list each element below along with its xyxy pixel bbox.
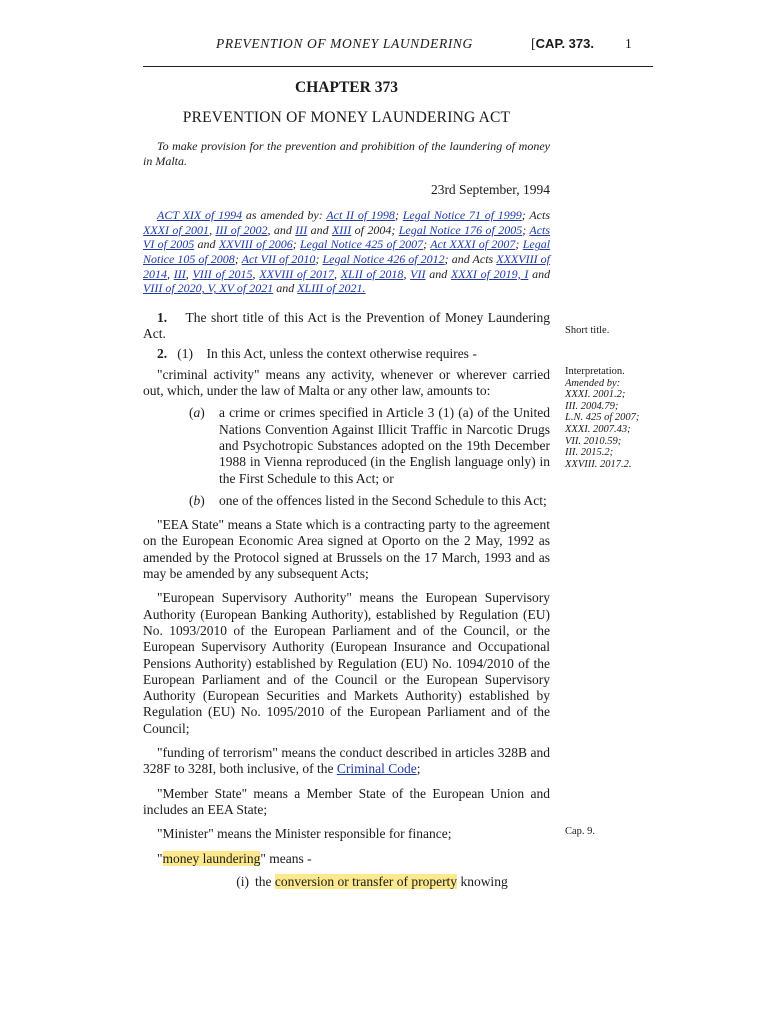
- margin-note-interpretation: Interpretation. Amended by: XXXI. 2001.2; III. 2004.79; L.N. 425 of 2007; XXXI. 2007.43; VII. 2010.59; III. 2015.2; XXVIII. 2017.2.: [565, 366, 655, 470]
- amendment-text: and: [273, 281, 298, 296]
- definition-eea-state: "EEA State" means a State which is a contracting party to the agreement on the European Economic Area signed at Oporto on the 2 May, 1992 as amended by the Protocol signed at Brussels on the 17 March, 1993 and as may be amended by any subsequent Acts;: [143, 517, 550, 582]
- list-item: [143, 405, 550, 486]
- amendment-text: and: [425, 266, 451, 281]
- amendment-link[interactable]: Legal Notice 425 of 2007: [300, 237, 424, 252]
- criminal-code-link[interactable]: Criminal Code: [336, 761, 417, 777]
- commencement-date: 23rd September, 1994: [430, 182, 550, 197]
- act-title: PREVENTION OF MONEY LAUNDERING ACT: [182, 109, 511, 126]
- amendment-text: of 2004;: [351, 222, 399, 237]
- chapter-heading: CHAPTER 373: [295, 79, 398, 96]
- running-header: [0, 36, 768, 56]
- long-title: To make provision for the prevention and prohibition of the laundering of money in Malta.: [143, 139, 550, 168]
- page-number: 1: [625, 36, 632, 51]
- amendment-link[interactable]: III of 2002: [215, 222, 268, 237]
- amendment-link[interactable]: III: [295, 222, 308, 237]
- amendment-text: ; and Acts: [444, 252, 497, 267]
- section-1: [143, 310, 550, 343]
- money-laundering-item-i: (i) the conversion or transfer of property knowing: [143, 874, 550, 890]
- item-text-a: a crime or crimes specified in Article 3 (1) (a) of the United Nations Convention Against Illicit Traffic in Narcotic Drugs and Psychotropic Substances adopted on the 19th December 1988 in Vienna reproduced (in the English language only) in the First Schedule to this Act; or: [219, 405, 550, 486]
- amendment-link[interactable]: Act II of 1998: [326, 208, 395, 223]
- amendment-link[interactable]: XXXI of 2001: [143, 222, 210, 237]
- amendment-text: as amended by:: [242, 208, 327, 223]
- amendment-link[interactable]: Legal Notice 71 of 1999: [402, 208, 522, 223]
- margin-note-short-title: Short title.: [565, 325, 610, 336]
- highlight-conversion-transfer: conversion or transfer of property: [274, 873, 458, 889]
- amendment-text: ;: [423, 237, 431, 252]
- amendment-text: ,: [252, 266, 260, 281]
- amendment-history: [143, 208, 550, 296]
- amendment-link[interactable]: XXXVIII of 2014: [143, 252, 550, 281]
- amendment-text: ;: [394, 208, 403, 223]
- amendment-link[interactable]: ACT XIX of 1994: [157, 208, 243, 223]
- section-1-text: The short title of this Act is the Prevention of Money Laundering Act.: [143, 309, 551, 342]
- amendment-link[interactable]: VIII of 2015: [192, 266, 253, 281]
- section-2-intro: In this Act, unless the context otherwise requires -: [206, 346, 477, 362]
- margin-interpretation-label: Interpretation.: [565, 366, 625, 377]
- amendment-link[interactable]: Legal Notice 426 of 2012: [322, 252, 445, 267]
- amendment-link[interactable]: Legal Notice 105 of 2008: [143, 237, 551, 267]
- highlight-money-laundering: money laundering: [162, 851, 261, 867]
- amendment-link[interactable]: III: [173, 266, 186, 281]
- chapter-cap-label: [CAP. 373.: [531, 36, 594, 52]
- section-1-number: 1.: [157, 309, 168, 325]
- item-label-a: (a): [189, 405, 205, 421]
- section-2: [143, 346, 550, 362]
- margin-amended-by: Amended by:: [565, 377, 621, 389]
- definition-member-state: "Member State" means a Member State of the European Union and includes an EEA State;: [143, 785, 550, 817]
- amendment-link[interactable]: XXVIII of 2017: [259, 266, 334, 281]
- amendment-text: , and: [267, 222, 296, 237]
- amendment-link[interactable]: XLII of 2018: [340, 266, 404, 281]
- definition-funding-of-terrorism: "funding of terrorism" means the conduct described in articles 328B and 328F to 328I, both inclusive, of the Criminal Code;: [143, 744, 550, 777]
- amendment-text: and: [307, 222, 332, 237]
- amendment-text: ,: [403, 266, 411, 281]
- definition-criminal-activity: "criminal activity" means any activity, whenever or wherever carried out, which, under the law of Malta or any other law, amounts to:: [143, 366, 550, 399]
- definition-minister: "Minister" means the Minister responsible for finance;: [157, 826, 452, 842]
- amendment-text: ,: [185, 266, 193, 281]
- section-2-number: 2.: [157, 346, 168, 362]
- document-body: [143, 78, 550, 890]
- amendment-text: and: [194, 237, 219, 252]
- definition-money-laundering: "money laundering" means -: [157, 851, 312, 867]
- amendment-link[interactable]: XXVIII of 2006: [218, 237, 293, 252]
- amendment-link[interactable]: VIII of 2020, V, XV of 2021: [143, 281, 274, 296]
- item-text-b: one of the offences listed in the Second Schedule to this Act;: [219, 492, 547, 508]
- amendment-link[interactable]: Legal Notice 176 of 2005: [398, 222, 523, 237]
- amendment-text: ;: [315, 252, 323, 267]
- amendment-text: ; Acts: [521, 208, 551, 223]
- amendment-text: ;: [522, 222, 530, 237]
- amendment-text: ;: [515, 237, 523, 252]
- running-title: PREVENTION OF MONEY LAUNDERING: [216, 36, 473, 51]
- amendment-link[interactable]: VII: [410, 266, 426, 281]
- amendment-text: ;: [292, 237, 300, 252]
- amendment-link[interactable]: XLIII of 2021.: [297, 281, 366, 296]
- definition-european-supervisory-authority: "European Supervisory Authority" means the European Supervisory Authority (European Banking Authority), established by Regulation (EU) No. 1093/2010 of the European Parliament and of the Council, or the European Supervisory Authority (European Insurance and Occupational Pensions Authority) established by Regulation (EU) No. 1094/2010 of the European Parliament and of the Council or the European Supervisory Authority (European Securities and Markets Authority) established by Regulation (EU) No. 1095/2010 of the European Parliament and of the Council;: [143, 590, 550, 736]
- amendment-text: ,: [209, 222, 216, 237]
- item-label-i: (i): [236, 873, 249, 889]
- amendment-link[interactable]: XXXI of 2019, I: [450, 266, 529, 281]
- item-label-b: (b): [189, 492, 205, 508]
- amendment-text: ;: [234, 252, 242, 267]
- margin-note-cap-9: Cap. 9.: [565, 826, 596, 837]
- amendment-text: and: [528, 266, 551, 281]
- amendment-link[interactable]: Act XXXI of 2007: [430, 237, 516, 252]
- amendment-text: ,: [333, 266, 341, 281]
- amendment-link[interactable]: Acts VI of 2005: [143, 222, 551, 252]
- list-item: [143, 493, 550, 509]
- amendment-link[interactable]: XIII: [331, 222, 352, 237]
- header-rule: [143, 66, 653, 67]
- amendment-text: ,: [167, 266, 174, 281]
- section-2-subsection: (1): [177, 346, 193, 362]
- amendment-link[interactable]: Act VII of 2010: [241, 252, 316, 267]
